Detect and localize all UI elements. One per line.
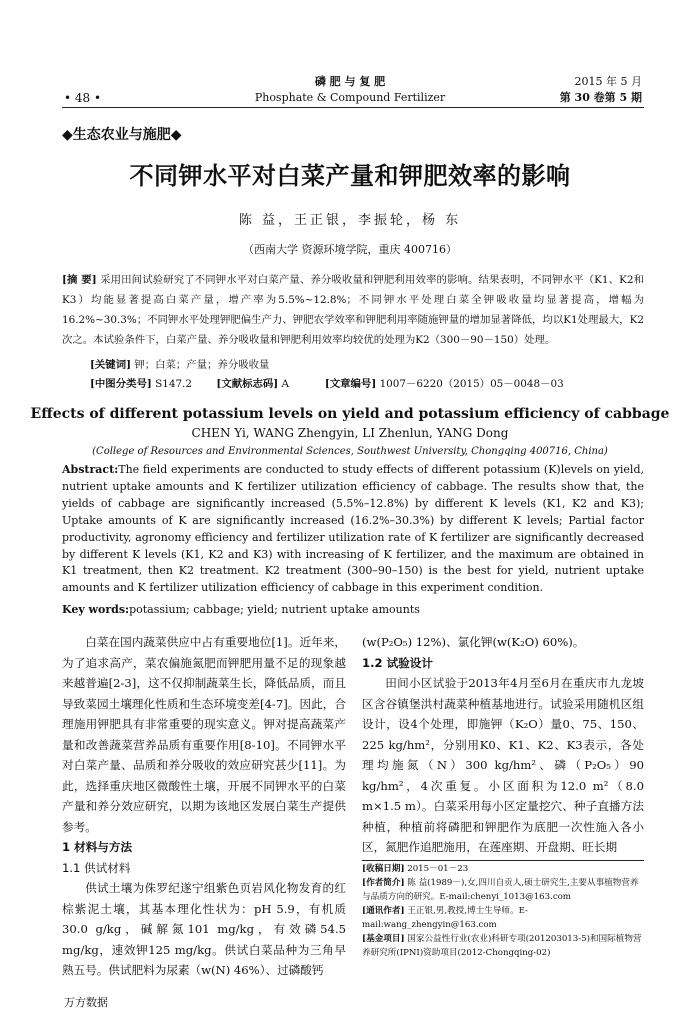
abstract-en-label: Abstract: [62, 463, 119, 476]
authors-cn: 陈 益，王正银，李振轮，杨 东 [238, 213, 462, 228]
keywords-en-label: Key words: [62, 603, 130, 616]
page-title: 不同钾水平对白菜产量和钾肥效率的影响 [129, 162, 571, 190]
keywords-cn-label: [关键词] [90, 359, 132, 371]
doc-code-label: [文献标志码] [216, 378, 279, 390]
heading-materials: 1.1 供试材料 [62, 860, 131, 875]
footnotes [362, 862, 644, 960]
source-watermark: 万方数据 [64, 996, 108, 1009]
article-no-value: 1007－6220（2015）05－0048－03 [379, 378, 564, 390]
journal-name-en: Phosphate & Compound Fertilizer [254, 91, 446, 104]
heading-materials-methods: 1 材料与方法 [62, 840, 133, 854]
heading-design: 1.2 试验设计 [362, 655, 433, 670]
footnote-received: [收稿日期] 2015－01－23 [362, 864, 469, 874]
footnote-author: [作者简介] 陈 益(1989－),女,四川自贡人,硕士研究生,主要从事植物营养与品质方向的研究。E-mail:chenyi_1013@163.com [362, 878, 639, 902]
abstract-cn-text: 采用田间试验研究了不同钾水平对白菜产量、养分吸收量和钾肥利用效率的影响。结果表明，不同钾水平（K1、K2和K3）均能显著提高白菜产量，增产率为5.5%~12.8%；不同钾水平处理白菜全钾吸收量均显著提高，增幅为16.2%~30.3%；不同钾水平处理钾肥偏生产力、钾肥农学效率和钾肥利用率随施钾量的增加显著降低，均以K1处理最大，K2次之。本试验条件下，白菜产量、养分吸收量和钾肥利用效率均较优的处理为K2（300－90－150）处理。 [62, 274, 645, 346]
footnote-corresponding: [通讯作者] 王正银,男,教授,博士生导师。E-mail:wang_zhengyin@163.com [362, 906, 528, 930]
volume-issue: 第 30 卷第 5 期 [559, 91, 642, 104]
affiliation-en: (College of Resources and Environmental Sciences, Southwest University, Chongqing 400716, China) [92, 446, 608, 457]
section-label: ◆生态农业与施肥◆ [62, 127, 182, 143]
footnote-funding: [基金项目] 国家公益性行业(农业)科研专项(201203013-5)和国际植物营养研究所(IPNI)资助项目(2012-Chongqing-02) [362, 934, 642, 958]
journal-header [200, 74, 500, 106]
materials-continued: (w(P₂O₅) 12%)、氯化钾(w(K₂O) 60%)。 [362, 635, 585, 649]
issue-info [560, 74, 642, 106]
keywords-cn-text: 钾；白菜；产量；养分吸收量 [134, 359, 270, 371]
body-left-column [62, 632, 346, 981]
abstract-en [62, 462, 644, 597]
page-number: • 48 • [64, 91, 102, 105]
design-paragraph: 田间小区试验于2013年4月至6月在重庆市九龙坡区含谷镇堡洪村蔬菜种植基地进行。试验采用随机区组设计，设4个处理，即施钾（K₂O）量0、75、150、225 kg/hm²，分别用K0、K1、K2、K3表示，各处理均施氮（N）300 kg/hm²、磷（P₂O₅）90 kg/hm²，4次重复。小区面积为12.0 m²（8.0 m×1.5 m）。白菜采用每小区定量挖穴、种子直播方法种植，种植前将磷肥和钾肥作为底肥一次性施入各小区，氮肥作追肥施用，在莲座期、开盘期、旺长期 [362, 676, 644, 854]
abstract-cn [62, 270, 644, 350]
keywords-cn [90, 356, 269, 371]
issue-date: 2015 年 5 月 [574, 75, 642, 88]
keywords-en-text: potassium; cabbage; yield; nutrient uptake amounts [129, 603, 420, 616]
classification-line [90, 375, 564, 390]
body-right-column [362, 632, 644, 858]
authors-en: CHEN Yi, WANG Zhengyin, LI Zhenlun, YANG Dong [191, 426, 509, 440]
clc-label: [中图分类号] [90, 378, 152, 390]
doc-code-value: A [281, 378, 290, 390]
clc-value: S147.2 [155, 378, 192, 390]
abstract-cn-label: [摘 要] [62, 274, 97, 286]
materials-paragraph: 供试土壤为侏罗纪遂宁组紫色页岩风化物发育的红棕紫泥土壤，其基本理化性状为：pH 5.9，有机质30.0 g/kg，碱解氮101 mg/kg，有效磷54.5 mg/kg，速效钾125 mg/kg。供试白菜品种为三角早熟五号。供试肥料为尿素（w(N) 46%）、过磷酸钙 [62, 881, 346, 977]
footnote-rule [362, 860, 644, 861]
header-rule [62, 107, 644, 108]
intro-paragraph: 白菜在国内蔬菜供应中占有重要地位[1]。近年来，为了追求高产，菜农偏施氮肥而钾肥用量不足的现象越来越普遍[2-3]，这不仅抑制蔬菜生长，降低品质，而且导致菜园土壤理化性质和生态环境变差[4-7]。因此，合理施用钾肥具有非常重要的现实意义。钾对提高蔬菜产量和改善蔬菜营养品质有重要作用[8-10]。不同钾水平对白菜产量、品质和养分吸收的效应研究甚少[11]。为此，选择重庆地区微酸性土壤，开展不同钾水平的白菜产量和养分效应研究，以期为该地区发展白菜生产提供参考。 [62, 635, 346, 834]
keywords-en [62, 603, 420, 616]
abstract-en-text: The field experiments are conducted to study effects of different potassium (K)levels on yield, nutrient uptake amounts and K fertilizer utilization efficiency of cabbage. The results show that, the yields of cabbage are significantly increased (5.5%–12.8%) by different K levels (K1, K2 and K3); Uptake amounts of K are significantly increased (16.2%–30.3%) by different K levels; Partial factor productivity, agronomy efficiency and fertilizer utilization rate of K fertilizer are significantly decreased by different K levels (K1, K2 and K3) with increasing of K fertilizer, and the maximum are obtained in K1 treatment, then K2 treatment. K2 treatment (300–90–150) is the best for yield, nutrient uptake amounts and K fertilizer utilization efficiency of cabbage in this experiment condition. [62, 463, 644, 595]
journal-name-cn: 磷 肥 与 复 肥 [314, 75, 386, 88]
article-no-label: [文章编号] [324, 378, 377, 390]
affiliation-cn: （西南大学 资源环境学院，重庆 400716） [243, 243, 457, 256]
title-en: Effects of different potassium levels on yield and potassium efficiency of cabbage [30, 406, 670, 422]
